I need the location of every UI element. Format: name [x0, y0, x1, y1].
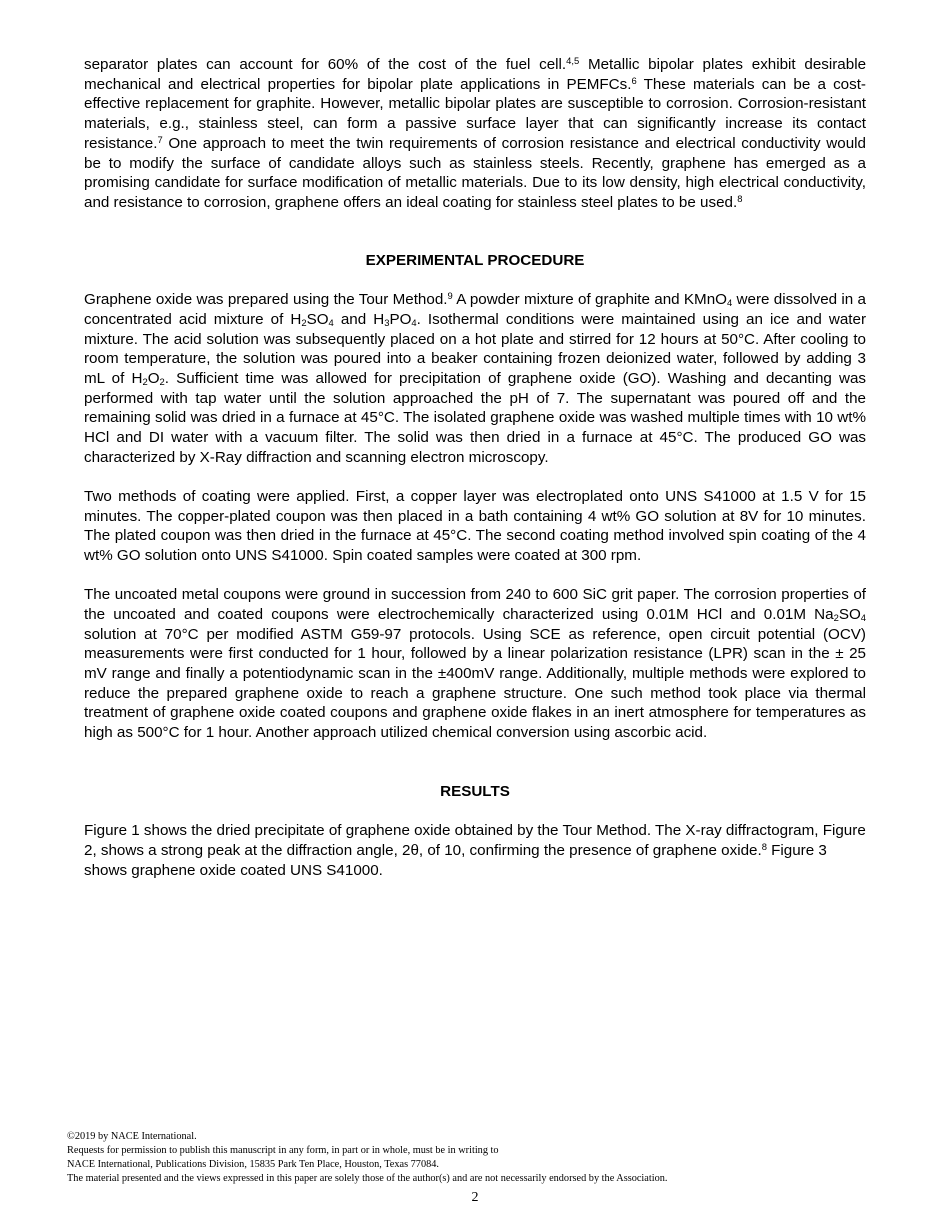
- results-heading: RESULTS: [440, 782, 510, 800]
- permission-line: Requests for permission to publish this manuscript in any form, in part or in whole, must be in writing to: [67, 1144, 499, 1156]
- citation: 7: [157, 133, 163, 145]
- page-body: [84, 55, 866, 881]
- citation: 8: [761, 840, 767, 852]
- citation: 6: [631, 74, 637, 86]
- disclaimer-line: The material presented and the views expressed in this paper are solely those of the author(s) and are not necessarily endorsed by the Association.: [67, 1172, 668, 1184]
- experimental-heading: EXPERIMENTAL PROCEDURE: [365, 251, 585, 269]
- citation: 9: [447, 289, 453, 301]
- citation: 8: [737, 192, 743, 204]
- citation: 4,5: [566, 54, 580, 66]
- intro-paragraph: separator plates can account for 60% of the cost of the fuel cell.$^{4,5}$ Metallic bipolar plates exhibit desirable mechanical and electrical properties for bipolar plate applications in PEMFCs.$^6$ These materials can be a cost-effective replacement for graphite. However, metallic bipolar plates are susceptible to corrosion. Corrosion-resistant materials, e.g., stainless steel, can form a passive surface layer that can significantly increase its contact resistance.$^7$ One approach to meet the twin requirements of corrosion resistance and electrical conductivity would be to modify the surface of candidate alloys such as stainless steels. Recently, graphene has emerged as a promising candidate for surface modification of metallic materials. Due to its low density, high electrical conductivity, and resistance to corrosion, graphene offers an ideal coating for stainless steel plates to be used.$^8$: [84, 54, 867, 211]
- experimental-paragraph-1: Graphene oxide was prepared using the Tour Method.$^9$ A powder mixture of graphite and KMnO$_4$ were dissolved in a concentrated acid mixture of $H_2SO_4$ and $H_3PO_4$. Isothermal conditions were maintained using an ice and water mixture. The acid solution was subsequently placed on a hot plate and stirred for 12 hours at 50°C. After cooling to room temperature, the solution was poured into a beaker containing frozen deionized water, followed by adding 3 mL of $H_2O_2$. Sufficient time was allowed for precipitation of graphene oxide (GO). Washing and decanting was performed with tap water until the solution approached the pH of 7. The supernatant was poured off and the remaining solid was dried in a furnace at 45°C. The isolated graphene oxide was washed multiple times with 10 wt% HCl and DI water with a vacuum filter. The solid was then dried in a furnace at 45°C. The produced GO was characterized by X-Ray diffraction and scanning electron microscopy.: [84, 289, 867, 466]
- copyright-line: ©2019 by NACE International.: [67, 1131, 197, 1142]
- page-number: 2: [471, 1190, 479, 1205]
- address-line: NACE International, Publications Division, 15835 Park Ten Place, Houston, Texas 77084.: [67, 1158, 439, 1170]
- footer-notice: [67, 1130, 887, 1186]
- results-paragraph: Figure 1 shows the dried precipitate of graphene oxide obtained by the Tour Method. The X-ray diffractogram, Figure 2, shows a strong peak at the diffraction angle, 2θ, of 10, confirming the presence of graphene oxide.$^8$ Figure 3 shows graphene oxide coated UNS S41000.: [84, 822, 866, 879]
- experimental-paragraph-2: Two methods of coating were applied. First, a copper layer was electroplated onto UNS S41000 at 1.5 V for 15 minutes. The copper-plated coupon was then placed in a bath containing 4 wt% GO solution at 8V for 10 minutes. The plated coupon was then dried in the furnace at 45°C. The second coating method involved spin coating of the 4 wt% GO solution onto UNS S41000. Spin coated samples were coated at 300 rpm.: [84, 487, 866, 565]
- experimental-paragraph-3: The uncoated metal coupons were ground in succession from 240 to 600 SiC grit paper. The corrosion properties of the uncoated and coated coupons were electrochemically characterized using 0.01M HCl and 0.01M $Na_2SO_4$ solution at 70°C per modified ASTM G59-97 protocols. Using SCE as reference, open circuit potential (OCV) measurements were first conducted for 1 hour, followed by a linear polarization resistance (LPR) scan in the ± 25 mV range and finally a potentiodynamic scan in the ±400mV range. Additionally, multiple methods were explored to reduce the prepared graphene oxide to reach a graphene structure. One such method took place via thermal treatment of graphene oxide coated coupons and graphene oxide flakes in an inert atmosphere for temperatures as high as 500°C for 1 hour. Another approach utilized chemical conversion using ascorbic acid.: [84, 586, 866, 742]
